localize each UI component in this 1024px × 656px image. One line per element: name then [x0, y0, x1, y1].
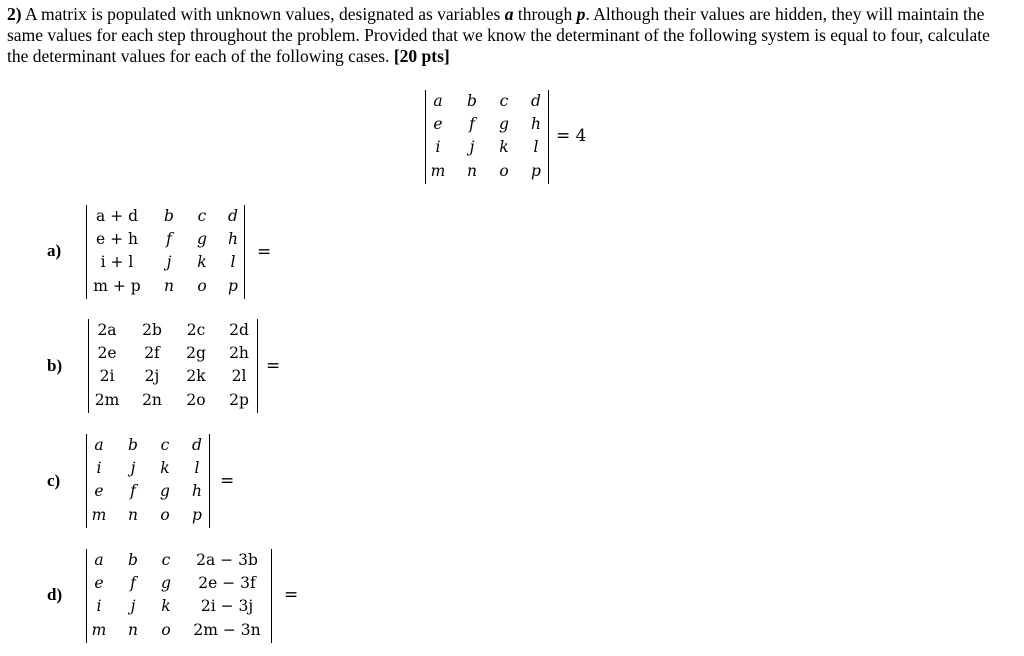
case-b-cell: 2g [186, 344, 206, 362]
case-b-cell: 2a [97, 321, 117, 339]
given-cell: a [433, 92, 443, 110]
case-a-cell: b [164, 207, 174, 225]
variable-end: p [576, 4, 586, 24]
case-d-equals: = [284, 585, 299, 605]
given-cell: h [531, 115, 541, 133]
case-a-cell: c [197, 207, 207, 225]
case-b-cell: 2l [231, 367, 247, 385]
case-c-cell: h [192, 482, 202, 500]
given-cell: p [531, 162, 541, 180]
case-a-cell: n [164, 277, 174, 295]
given-cell: c [499, 92, 509, 110]
case-c-cell: g [160, 482, 170, 500]
case-b-equals: = [266, 356, 281, 376]
case-d-cell: 2e − 3f [198, 574, 256, 592]
case-a-cell: k [197, 253, 207, 271]
case-a-cell: a + d [95, 207, 139, 225]
case-c-cell: a [94, 436, 104, 454]
case-b-cell: 2h [229, 344, 249, 362]
case-b-cell: 2b [142, 321, 162, 339]
given-cell: i [435, 138, 441, 156]
case-d-cell: e [94, 574, 104, 592]
case-c-equals: = [220, 471, 235, 491]
case-b-cell: 2j [144, 367, 160, 385]
case-c-cell: e [94, 482, 104, 500]
case-d-cell: f [130, 574, 136, 592]
case-d-cell: n [128, 621, 138, 639]
case-d-label: d) [47, 585, 63, 604]
case-c-cell: k [160, 459, 170, 477]
case-c-cell: c [160, 436, 170, 454]
case-c-cell: f [130, 482, 136, 500]
case-b-cell: 2f [144, 344, 160, 362]
case-b-cell: 2o [186, 391, 206, 409]
case-a-cell: p [228, 277, 238, 295]
case-d-cell: a [94, 551, 104, 569]
case-d-cell: j [130, 597, 136, 615]
case-c-cell: b [128, 436, 138, 454]
case-b-cell: 2i [99, 367, 115, 385]
case-b-cell: 2e [97, 344, 117, 362]
case-a-determinant [86, 205, 245, 299]
case-d-cell: i [96, 597, 102, 615]
case-c-cell: m [91, 506, 107, 524]
case-b-cell: 2k [186, 367, 206, 385]
case-a-cell: d [228, 207, 238, 225]
case-c-label: c) [47, 471, 61, 490]
points-label: [20 pts] [393, 46, 450, 66]
given-cell: m [430, 162, 446, 180]
case-b-determinant [88, 319, 258, 413]
case-a-cell: e + h [96, 230, 138, 248]
case-a-cell: i + l [100, 253, 134, 271]
given-cell: d [531, 92, 541, 110]
problem-number: 2) [7, 4, 22, 24]
case-b-cell: 2d [229, 321, 249, 339]
case-d-cell: 2i − 3j [200, 597, 254, 615]
case-d-cell: g [161, 574, 171, 592]
case-b-cell: 2p [229, 391, 249, 409]
case-d-cell: 2m − 3n [193, 621, 261, 639]
given-cell: f [469, 115, 475, 133]
case-c-cell: j [130, 459, 136, 477]
case-c-cell: l [194, 459, 200, 477]
problem-statement [7, 4, 1012, 67]
given-cell: o [499, 162, 509, 180]
case-d-cell: k [161, 597, 171, 615]
case-d-determinant [86, 549, 272, 643]
given-equals: = 4 [556, 126, 587, 146]
case-a-cell: o [197, 277, 207, 295]
case-b-cell: 2c [186, 321, 206, 339]
case-c-cell: i [96, 459, 102, 477]
given-cell: l [533, 138, 539, 156]
case-d-cell: o [161, 621, 171, 639]
case-c-cell: n [128, 506, 138, 524]
case-a-cell: h [228, 230, 238, 248]
case-a-equals: = [257, 242, 272, 262]
case-c-cell: d [192, 436, 202, 454]
given-cell: g [499, 115, 509, 133]
variable-start: a [504, 4, 514, 24]
given-cell: j [469, 138, 475, 156]
case-a-cell: f [166, 230, 172, 248]
case-d-cell: b [128, 551, 138, 569]
case-c-determinant [86, 434, 210, 528]
case-a-label: a) [47, 241, 62, 260]
case-b-cell: 2m [94, 391, 120, 409]
given-cell: n [467, 162, 477, 180]
case-a-cell: l [230, 253, 236, 271]
given-cell: e [433, 115, 443, 133]
case-c-cell: o [160, 506, 170, 524]
case-b-cell: 2n [142, 391, 162, 409]
given-cell: k [499, 138, 509, 156]
case-d-cell: c [161, 551, 171, 569]
given-determinant [425, 90, 549, 184]
case-a-cell: j [166, 253, 172, 271]
case-a-cell: g [197, 230, 207, 248]
problem-text-1: A matrix is populated with unknown values, designated as variables [25, 4, 501, 24]
case-d-cell: m [91, 621, 107, 639]
problem-text-3: . Although their values are hidden, they will maintain the same values for each step throughout the problem. Provided that we know the determinant of the following system is equal to four, calculate the determinant values for each of the following cases. [7, 4, 990, 66]
problem-text-2: through [517, 4, 573, 24]
case-b-label: b) [47, 356, 63, 375]
case-d-cell: 2a − 3b [196, 551, 258, 569]
given-cell: b [467, 92, 477, 110]
case-c-cell: p [192, 506, 202, 524]
case-a-cell: m + p [93, 277, 141, 295]
